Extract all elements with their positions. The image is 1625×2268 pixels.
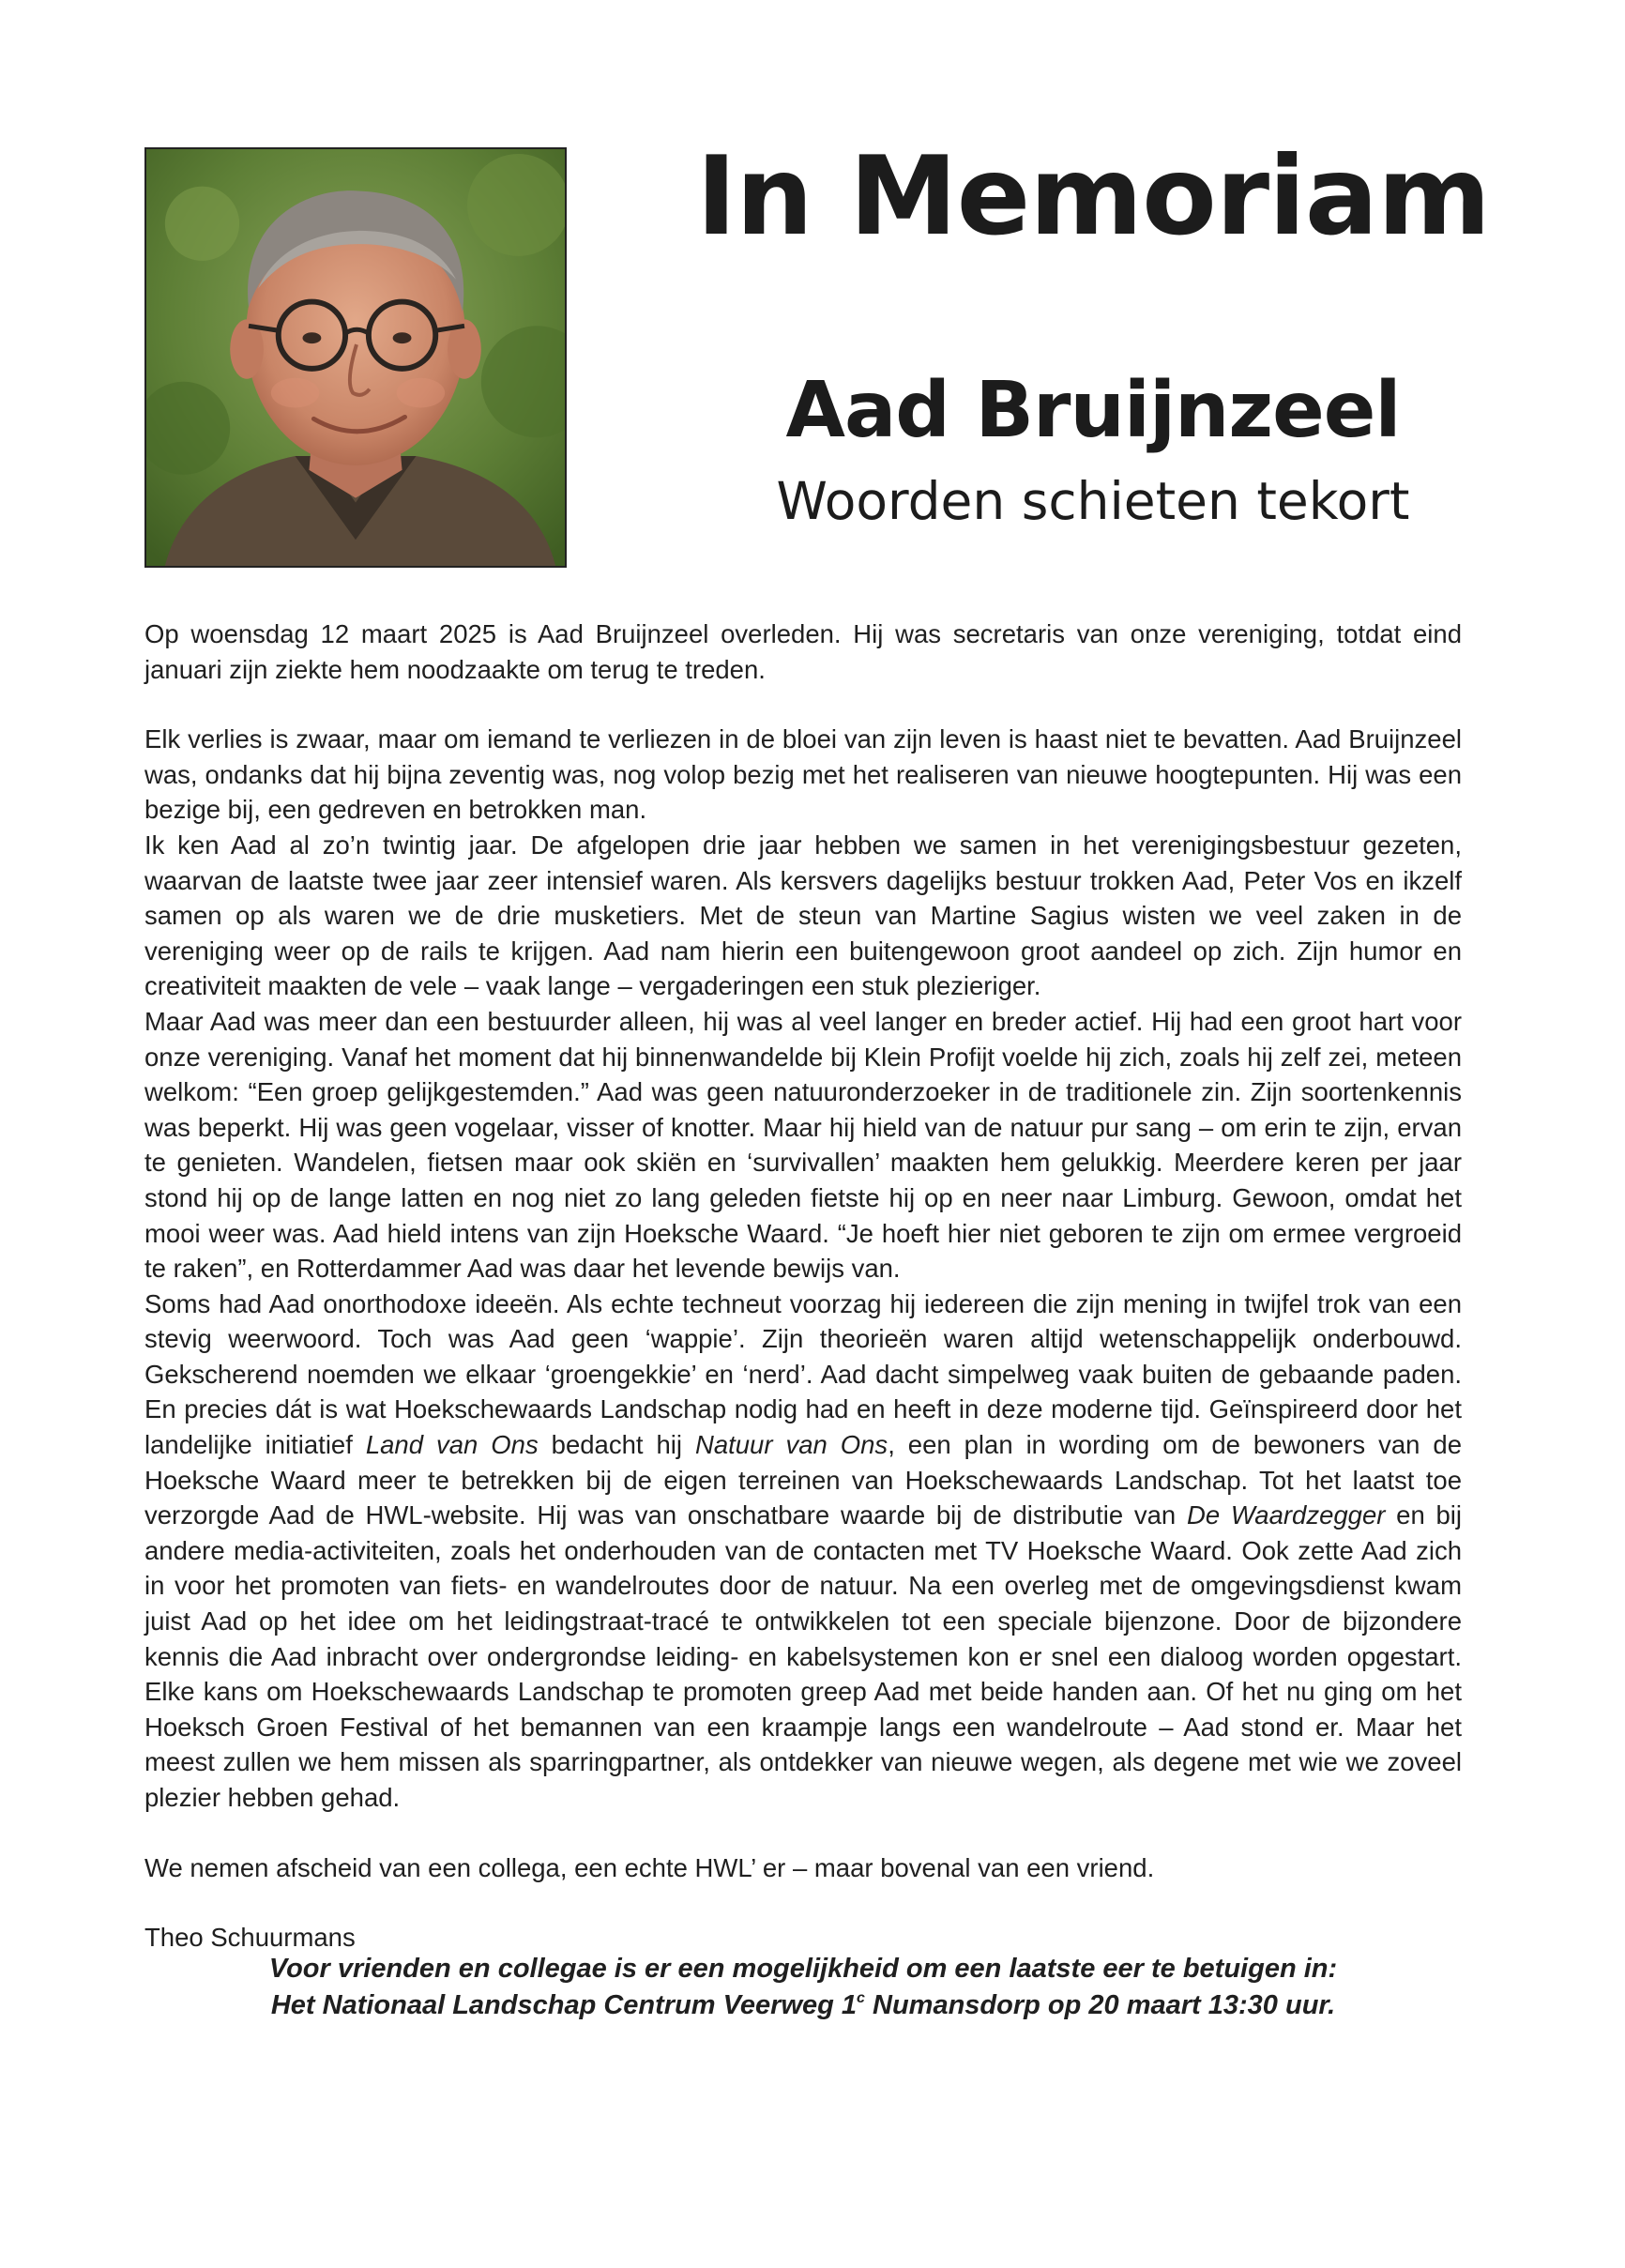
notice-line-2 bbox=[144, 1987, 1462, 2024]
farewell-paragraph: We nemen afscheid van een collega, een echte HWL’ er – maar bovenal van een vriend. bbox=[144, 1852, 1155, 1882]
paragraph-4-text-c: , een plan in wording om de bewoners van de Hoeksche Waard meer te betrekken bij de eigen terreinen van Hoekschewaards Landschap. Tot het laatst toe verzorgde Aad de HWL-website. Hij was van onschatbare waarde bij de distributie van bbox=[144, 1430, 1462, 1530]
portrait-icon bbox=[146, 149, 565, 566]
waardzegger-title: De Waardzegger bbox=[1186, 1500, 1386, 1530]
person-name: Aad Bruijnzeel bbox=[785, 366, 1401, 455]
paragraph-3: Maar Aad was meer dan een bestuurder alleen, hij was al veel langer en breder actief. Hij had een groot hart voor onze vereniging. Vanaf het moment dat hij binnenwandelde bij Klein Profijt voelde hij zich, zoals hij zelf zei, meteen welkom: “Een groep gelijkgestemden.” Aad was geen natuuronderzoeker in de traditionele zin. Zijn soortenkennis was beperkt. Hij was geen vogelaar, visser of knotter. Maar hij hield van de natuur pur sang – om erin te zijn, ervan te genieten. Wandelen, fietsen maar ook skiën en ‘survivallen’ maakten hem gelukkig. Meerdere keren per jaar stond hij op de lange latten en nog niet zo lang geleden fietste hij op en neer naar Limburg. Gewoon, omdat het mooi weer was. Aad hield intens van zijn Hoeksche Waard. “Je hoeft hier niet geboren te zijn om ermee vergroeid te raken”, en Rotterdammer Aad was daar het levende bewijs van. bbox=[144, 1006, 1462, 1284]
article-body bbox=[144, 616, 1462, 1956]
paragraph-4 bbox=[144, 1286, 1462, 1816]
subtitle: Woorden schieten tekort bbox=[776, 471, 1410, 531]
notice-superscript: c bbox=[857, 1990, 865, 2006]
notice-date-time: Numansdorp op 20 maart 13:30 uur. bbox=[864, 1990, 1336, 2020]
paragraph-2: Ik ken Aad al zo’n twintig jaar. De afgelopen drie jaar hebben we samen in het verenigingsbestuur gezeten, waarvan de laatste twee jaar zeer intensief waren. Als kersvers dagelijks bestuur trokken Aad, Peter Vos en ikzelf samen op als waren we de drie musketiers. Met de steun van Martine Sagius wisten we veel zaken in de vereniging weer op de rails te krijgen. Aad nam hierin een buitengewoon groot aandeel op zich. Zijn humor en creativiteit maakten de vele – vaak lange – vergaderingen een stuk plezieriger. bbox=[144, 830, 1462, 1001]
page-title: In Memoriam bbox=[696, 133, 1490, 260]
natuur-van-ons-title: Natuur van Ons bbox=[694, 1430, 888, 1460]
paragraph-4-text-d: en bij andere media-activiteiten, zoals het onderhouden van de contacten met TV Hoeksche Waard. Ook zette Aad zich in voor het promoten van fiets- en wandelroutes door de natuur. Na een overleg met de omgevingsdienst kwam juist Aad op het idee om het leidingstraat-tracé te ontwikkelen tot een speciale bijenzone. Door de bijzondere kennis die Aad inbracht over ondergrondse leiding- en kabelsystemen kon er snel een dialoog worden opgestart. Elke kans om Hoekschewaards Landschap te promoten greep Aad met beide handen aan. Of het nu ging om het Hoeksch Groen Festival of het bemannen van een kraampje langs een wandelroute – Aad stond er. Maar het meest zullen we hem missen als sparringpartner, als ontdekker van nieuwe wegen, als degene met wie we zoveel plezier hebben gehad. bbox=[144, 1500, 1462, 1812]
notice-line-1: Voor vrienden en collegae is er een mogelijkheid om een laatste eer te betuigen in: bbox=[268, 1954, 1338, 1984]
portrait-photo bbox=[144, 147, 567, 568]
paragraph-4-text-b: bedacht hij bbox=[538, 1430, 695, 1460]
land-van-ons-title: Land van Ons bbox=[365, 1430, 539, 1460]
paragraph-1: Elk verlies is zwaar, maar om iemand te verliezen in de bloei van zijn leven is haast niet te bevatten. Aad Bruijnzeel was, ondanks dat hij bijna zeventig was, nog volop bezig met het realiseren van nieuwe hoogtepunten. Hij was een bezige bij, een gedreven en betrokken man. bbox=[144, 724, 1462, 825]
intro-paragraph: Op woensdag 12 maart 2025 is Aad Bruijnzeel overleden. Hij was secretaris van onze vereniging, totdat eind januari zijn ziekte hem noodzaakte om terug te treden. bbox=[144, 619, 1462, 684]
notice-location: Het Nationaal Landschap Centrum Veerweg 1 bbox=[270, 1990, 858, 2020]
signature: Theo Schuurmans bbox=[144, 1923, 356, 1953]
paragraph-4-text-a: Soms had Aad onorthodoxe ideeën. Als echte techneut voorzag hij iedereen die zijn mening in twijfel trok van een stevig weerwoord. Toch was Aad geen ‘wappie’. Zijn theorieën waren altijd wetenschappelijk onderbouwd. Gekscherend noemden we elkaar ‘groengekkie’ en ‘nerd’. Aad dacht simpelweg vaak buiten de gebaande paden. En precies dát is wat Hoekschewaards Landschap nodig had en heeft in deze moderne tijd. Geïnspireerd door het landelijke initiatief bbox=[144, 1288, 1462, 1460]
ceremony-notice bbox=[144, 1951, 1462, 2024]
